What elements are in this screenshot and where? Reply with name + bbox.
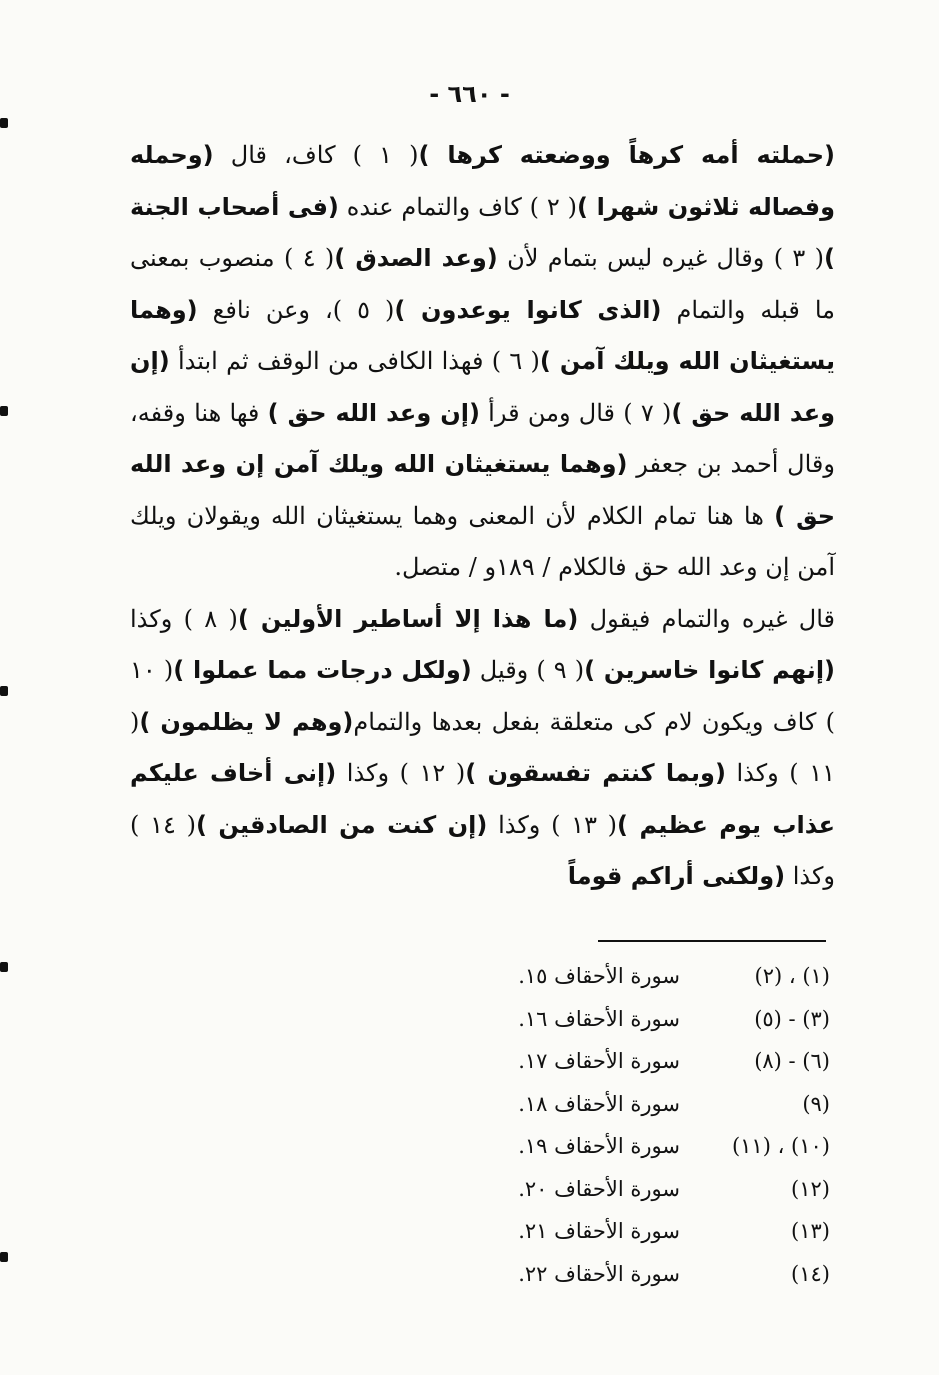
quran-quote: (وحمله وفصاله ثلاثون شهرا ) bbox=[130, 141, 836, 221]
footnote-item bbox=[470, 1083, 830, 1126]
footnotes bbox=[470, 955, 830, 1295]
commentary-text: ( ٦ ) فهذا الكافى من الوقف ثم ابتدأ bbox=[169, 347, 540, 375]
commentary-text: ( ٤ ) منصوب بمعنى ما قبله والتمام bbox=[130, 244, 836, 324]
scan-margin-mark bbox=[0, 118, 8, 128]
quran-quote: (وهم لا يظلمون ) bbox=[139, 707, 354, 736]
footnote-refs: (٩) bbox=[802, 1091, 830, 1116]
footnote-item bbox=[470, 1168, 830, 1211]
footnote-source: سورة الأحقاف ١٨. bbox=[518, 1091, 680, 1116]
footnote-item bbox=[470, 1210, 830, 1253]
paragraph-1 bbox=[130, 130, 835, 594]
quran-quote: (وهما يستغيثان الله ويلك آمن إن وعد الله حق ) bbox=[130, 450, 835, 530]
quran-quote: (حملته أمه كرهاً ووضعته كرها ) bbox=[418, 141, 835, 169]
commentary-text: ها هنا تمام الكلام لأن المعنى وهما يستغيثان الله ويقولان ويلك آمن إن وعد الله حق فالكلام / ١٨٩و / متصل. bbox=[130, 501, 835, 581]
commentary-text: ( ١١ ) وكذا bbox=[130, 707, 835, 787]
footnote-refs: (١) ، (٢) bbox=[754, 964, 830, 988]
footnote-source: سورة الأحقاف ٢٢. bbox=[518, 1261, 680, 1286]
quran-quote: (إنى أخاف عليكم عذاب يوم عظيم ) bbox=[130, 759, 836, 839]
quran-quote: (الذى كانوا يوعدون ) bbox=[394, 295, 662, 324]
footnote-item bbox=[470, 955, 830, 998]
commentary-text: ( ٧ ) قال ومن قرأ bbox=[479, 398, 672, 427]
commentary-text: ( ٨ ) وكذا bbox=[130, 604, 238, 633]
quran-quote: (إنهم كانوا خاسرين ) bbox=[584, 656, 836, 684]
footnote-refs: (١٤) bbox=[791, 1261, 830, 1286]
quran-quote: (ما هذا إلا أساطير الأولين ) bbox=[237, 604, 579, 633]
footnote-item bbox=[470, 1040, 830, 1083]
commentary-text: ( ١ ) كاف، قال bbox=[213, 141, 419, 169]
quran-quote: (فى أصحاب الجنة ) bbox=[130, 192, 835, 272]
commentary-text: ( ٥ )، وعن نافع bbox=[197, 295, 395, 324]
footnote-item bbox=[470, 998, 830, 1041]
footnote-refs: (١٠) ، (١١) bbox=[731, 1134, 830, 1158]
footnote-refs: (١٢) bbox=[791, 1176, 830, 1201]
quran-quote: (وهما يستغيثان الله ويلك آمن ) bbox=[130, 295, 836, 375]
footnote-source: سورة الأحقاف ٢٠. bbox=[518, 1176, 680, 1201]
commentary-text: فها هنا وقفه، وقال أحمد بن جعفر bbox=[130, 398, 835, 478]
scan-margin-mark bbox=[0, 686, 8, 696]
footnote-source: سورة الأحقاف ١٦. bbox=[518, 1006, 680, 1031]
main-text bbox=[130, 130, 835, 903]
quran-quote: (وعد الصدق ) bbox=[334, 244, 498, 272]
footnote-divider bbox=[598, 940, 826, 942]
quran-quote: (وبما كنتم تفسقون ) bbox=[465, 759, 726, 787]
footnote-item bbox=[470, 1253, 830, 1296]
commentary-text: ( ١٠ ) كاف ويكون لام كى متعلقة بفعل بعدها والتمام bbox=[130, 656, 836, 736]
quran-quote: (إن كنت من الصادقين ) bbox=[195, 810, 488, 839]
footnote-source: سورة الأحقاف ١٥. bbox=[518, 964, 680, 988]
quran-quote: (إن وعد الله حق ) bbox=[267, 398, 480, 427]
commentary-text: ( ٢ ) كاف والتمام عنده bbox=[338, 192, 577, 221]
footnote-refs: (٣) - (٥) bbox=[754, 1006, 830, 1031]
footnote-refs: (١٣) bbox=[791, 1219, 830, 1243]
commentary-text: ( ٣ ) وقال غيره ليس بتمام لأن bbox=[497, 244, 825, 272]
scan-margin-mark bbox=[0, 962, 8, 972]
footnote-source: سورة الأحقاف ١٧. bbox=[518, 1049, 680, 1073]
footnote-refs: (٦) - (٨) bbox=[754, 1049, 830, 1073]
quran-quote: (إن وعد الله حق ) bbox=[130, 347, 836, 427]
commentary-text: ( ١٣ ) وكذا bbox=[487, 810, 618, 839]
commentary-text: ( ٩ ) وقيل bbox=[471, 656, 585, 684]
footnote-item bbox=[470, 1125, 830, 1168]
commentary-text: قال غيره والتمام فيقول bbox=[578, 604, 836, 633]
scan-margin-mark bbox=[0, 406, 8, 416]
scan-margin-mark bbox=[0, 1252, 8, 1262]
footnote-source: سورة الأحقاف ٢١. bbox=[518, 1219, 680, 1243]
paragraph-2 bbox=[130, 594, 835, 903]
page-number: - ٦٦٠ - bbox=[429, 80, 510, 108]
commentary-text: ( ١٤ ) وكذا bbox=[130, 810, 835, 890]
quran-quote: (ولكل درجات مما عملوا ) bbox=[173, 656, 472, 684]
quran-quote: (ولكنى أراكم قوماً bbox=[567, 862, 786, 890]
commentary-text: ( ١٢ ) وكذا bbox=[336, 759, 466, 787]
footnote-source: سورة الأحقاف ١٩. bbox=[518, 1134, 680, 1158]
